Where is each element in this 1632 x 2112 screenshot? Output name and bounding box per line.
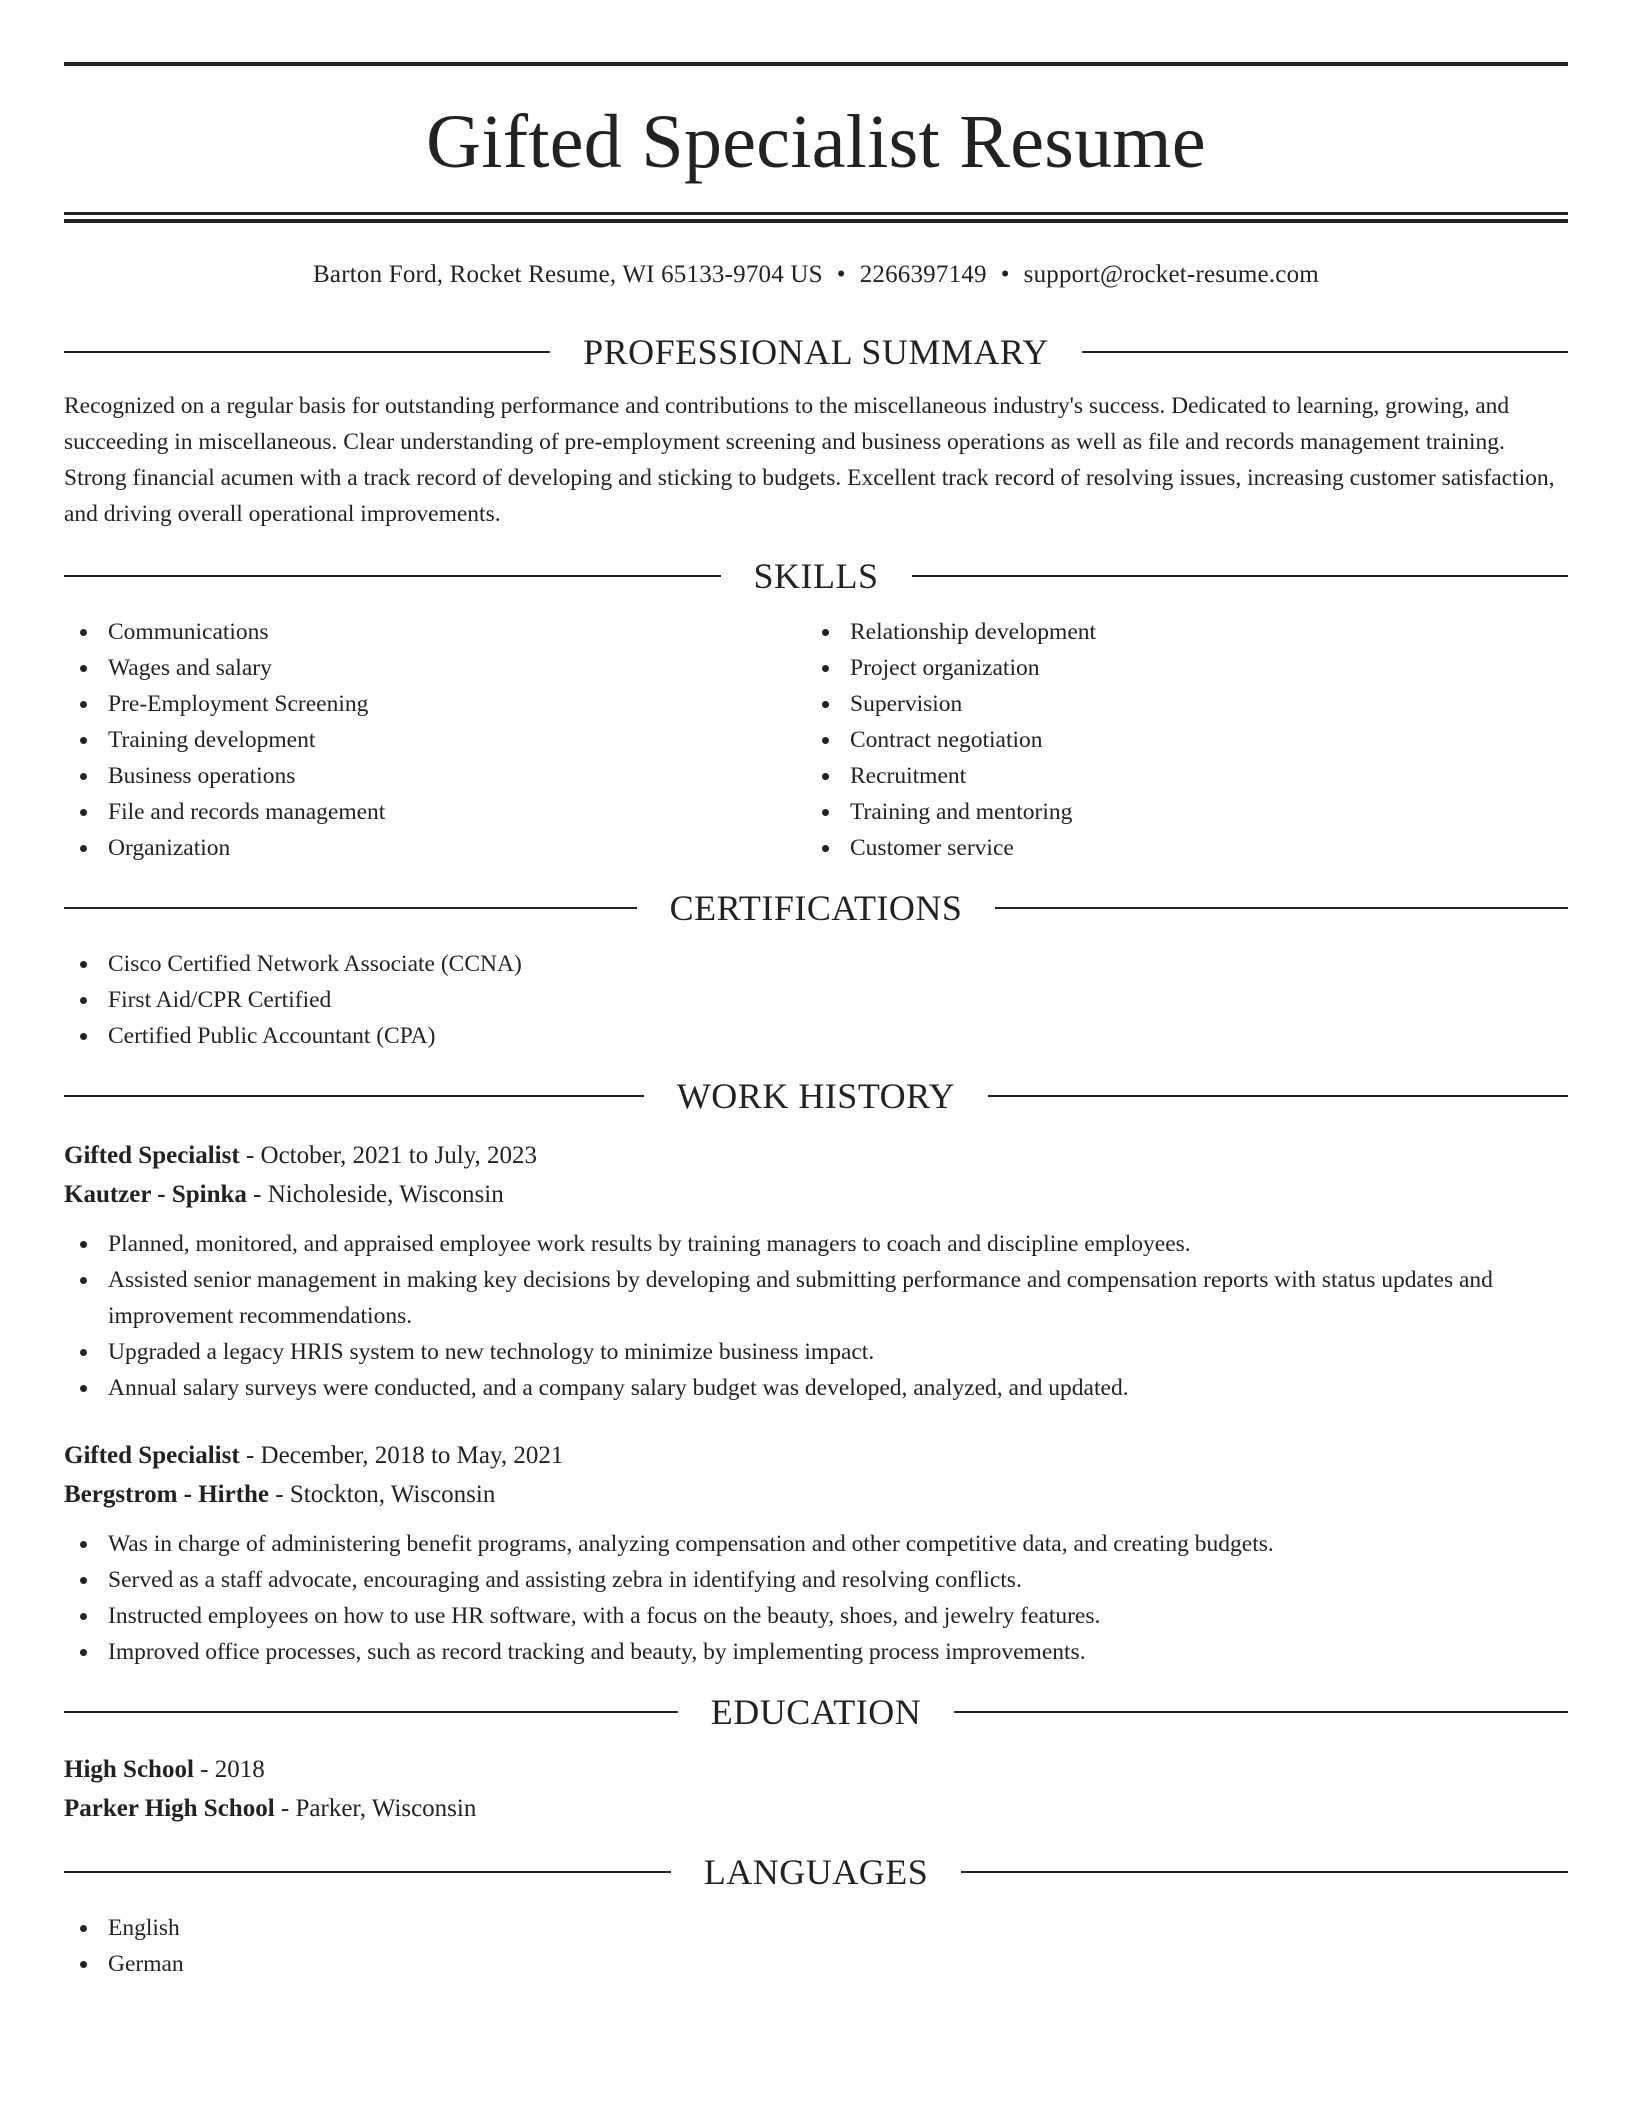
education-school-line: Parker High School - Parker, Wisconsin — [64, 1795, 477, 1822]
skills-list-right — [806, 614, 1568, 866]
section-rule — [912, 575, 1569, 577]
skill-item: Training development — [64, 722, 806, 758]
job-dates: October, 2021 to July, 2023 — [260, 1142, 538, 1169]
job-duty-item: Improved office processes, such as record tracking and beauty, by implementing process improvements. — [64, 1634, 1568, 1670]
skill-item: Recruitment — [806, 758, 1568, 794]
section-title-work: WORK HISTORY — [676, 1076, 956, 1116]
section-rule — [961, 1871, 1568, 1873]
job-company-line: Bergstrom - Hirthe - Stockton, Wisconsin — [64, 1481, 496, 1508]
skills-list-left — [64, 614, 806, 866]
summary-text: Recognized on a regular basis for outstanding performance and contributions to the miscellaneous industry's success. Dedicated to learning, growing, and succeeding in miscellaneous. Clear understanding of pre-employment screening and business operations as well as file and records management training. Strong financial acumen with a track record of developing and sticking to budgets. Excellent track record of resolving issues, increasing customer satisfaction, and driving overall operational improvements. — [64, 393, 1555, 527]
skill-item: Supervision — [806, 686, 1568, 722]
job-location: Stockton, Wisconsin — [289, 1481, 496, 1508]
section-rule — [954, 1711, 1568, 1713]
job-location: Nicholeside, Wisconsin — [267, 1181, 504, 1208]
skill-item: File and records management — [64, 794, 806, 830]
job-entry — [64, 1136, 1568, 1406]
section-header-skills — [64, 554, 1568, 598]
resume-title: Gifted Specialist Resume — [426, 100, 1206, 184]
skill-item: Communications — [64, 614, 806, 650]
skill-item: Wages and salary — [64, 650, 806, 686]
language-item: German — [64, 1946, 1568, 1982]
section-rule — [64, 1711, 678, 1713]
job-dates: December, 2018 to May, 2021 — [260, 1442, 564, 1469]
section-title-languages: LANGUAGES — [703, 1852, 929, 1892]
section-rule — [64, 1871, 671, 1873]
job-company: Bergstrom - Hirthe — [64, 1481, 270, 1508]
contact-email[interactable]: support@rocket-resume.com — [1023, 261, 1319, 288]
job-duty-item: Was in charge of administering benefit programs, analyzing compensation and other competitive data, and creating budgets. — [64, 1526, 1568, 1562]
section-header-languages — [64, 1850, 1568, 1894]
job-title: Gifted Specialist — [64, 1442, 240, 1469]
certifications-list — [64, 946, 1568, 1054]
contact-separator: • — [1000, 261, 1010, 288]
job-title-line: Gifted Specialist - December, 2018 to May, 2021 — [64, 1442, 564, 1469]
section-rule — [64, 351, 550, 353]
section-header-summary — [64, 330, 1568, 374]
education-year: 2018 — [214, 1756, 265, 1783]
section-rule — [995, 907, 1568, 909]
skill-item: Relationship development — [806, 614, 1568, 650]
section-rule — [64, 575, 721, 577]
contact-phone[interactable]: 2266397149 — [859, 261, 987, 288]
job-entry — [64, 1436, 1568, 1670]
job-company: Kautzer - Spinka — [64, 1181, 247, 1208]
skill-item: Business operations — [64, 758, 806, 794]
job-duty-item: Annual salary surveys were conducted, and a company salary budget was developed, analyzed, and updated. — [64, 1370, 1568, 1406]
section-rule — [64, 1095, 644, 1097]
skill-item: Organization — [64, 830, 806, 866]
section-rule — [64, 907, 637, 909]
title-double-rule — [64, 212, 1568, 223]
education-degree-line: High School - 2018 — [64, 1756, 265, 1783]
certification-item: Certified Public Accountant (CPA) — [64, 1018, 1568, 1054]
section-header-certifications — [64, 886, 1568, 930]
languages-list — [64, 1910, 1568, 1982]
job-duty-item: Assisted senior management in making key decisions by developing and submitting performance and compensation reports with status updates and improvement recommendations. — [64, 1262, 1568, 1334]
skill-item: Training and mentoring — [806, 794, 1568, 830]
certification-item: First Aid/CPR Certified — [64, 982, 1568, 1018]
job-company-line: Kautzer - Spinka - Nicholeside, Wisconsin — [64, 1181, 504, 1208]
contact-address: Barton Ford, Rocket Resume, WI 65133-9704 US — [313, 261, 823, 288]
contact-separator: • — [836, 261, 846, 288]
section-rule — [1082, 351, 1568, 353]
section-rule — [988, 1095, 1568, 1097]
section-title-skills: SKILLS — [753, 556, 879, 596]
skill-item: Pre-Employment Screening — [64, 686, 806, 722]
skills-columns — [64, 614, 1568, 866]
education-degree: High School — [64, 1756, 194, 1783]
section-title-education: EDUCATION — [710, 1692, 922, 1732]
top-rule — [64, 62, 1568, 66]
section-title-certifications: CERTIFICATIONS — [669, 888, 963, 928]
job-duty-item: Planned, monitored, and appraised employee work results by training managers to coach and discipline employees. — [64, 1226, 1568, 1262]
education-location: Parker, Wisconsin — [295, 1795, 477, 1822]
skill-item: Project organization — [806, 650, 1568, 686]
language-item: English — [64, 1910, 1568, 1946]
job-duty-item: Served as a staff advocate, encouraging and assisting zebra in identifying and resolving conflicts. — [64, 1562, 1568, 1598]
job-title-line: Gifted Specialist - October, 2021 to July, 2023 — [64, 1142, 538, 1169]
job-duties — [64, 1226, 1568, 1406]
certification-item: Cisco Certified Network Associate (CCNA) — [64, 946, 1568, 982]
skill-item: Customer service — [806, 830, 1568, 866]
job-duty-item: Instructed employees on how to use HR software, with a focus on the beauty, shoes, and jewelry features. — [64, 1598, 1568, 1634]
section-header-work — [64, 1074, 1568, 1118]
section-title-summary: PROFESSIONAL SUMMARY — [583, 332, 1049, 372]
job-duty-item: Upgraded a legacy HRIS system to new technology to minimize business impact. — [64, 1334, 1568, 1370]
section-header-education — [64, 1690, 1568, 1734]
job-duties — [64, 1526, 1568, 1670]
education-school: Parker High School — [64, 1795, 275, 1822]
skill-item: Contract negotiation — [806, 722, 1568, 758]
education-entry — [64, 1750, 1568, 1828]
contact-line — [64, 258, 1568, 292]
job-title: Gifted Specialist — [64, 1142, 240, 1169]
